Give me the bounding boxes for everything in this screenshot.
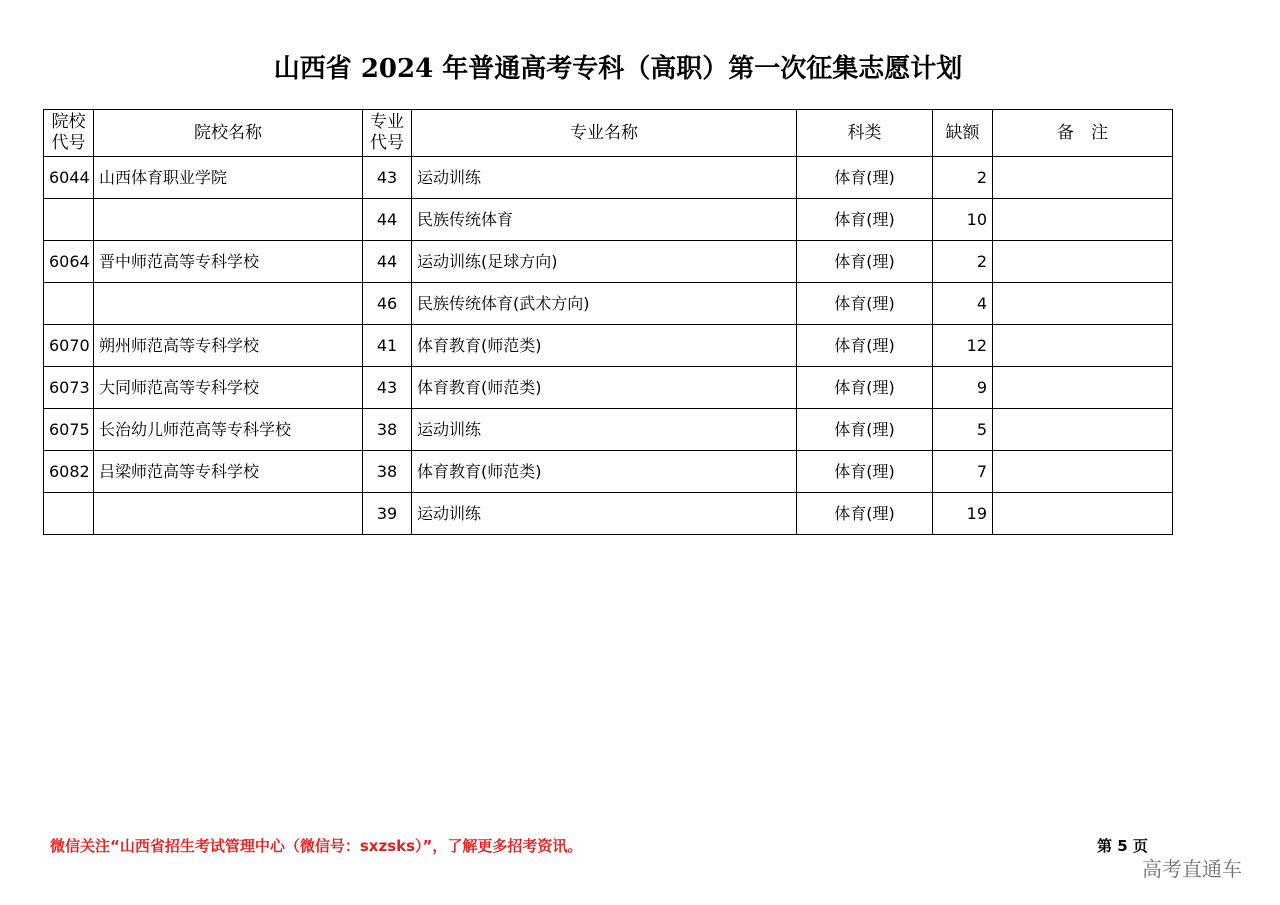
school-code-cell: [44, 283, 94, 325]
school-code-cell: 6070: [44, 325, 94, 367]
quota-cell: 19: [933, 493, 993, 535]
major-code-cell: 44: [363, 241, 412, 283]
major-name-cell: 运动训练: [412, 409, 797, 451]
major-name-cell: 运动训练: [412, 157, 797, 199]
school-name-cell: 大同师范高等专科学校: [94, 367, 363, 409]
page-number: 第 5 页: [1097, 837, 1148, 855]
category-cell: 体育(理): [797, 199, 933, 241]
header-quota: 缺额: [933, 110, 993, 157]
major-code-cell: 43: [363, 157, 412, 199]
table-row: [44, 283, 1173, 325]
enrollment-plan-table: [43, 109, 1173, 535]
table-row: [44, 325, 1173, 367]
header-major-code: 专业代号: [363, 110, 412, 157]
category-cell: 体育(理): [797, 241, 933, 283]
school-name-cell: 长治幼儿师范高等专科学校: [94, 409, 363, 451]
quota-cell: 9: [933, 367, 993, 409]
note-cell: [993, 325, 1173, 367]
major-code-cell: 38: [363, 451, 412, 493]
document-title: 山西省 2024 年普通高考专科（高职）第一次征集志愿计划: [273, 54, 963, 84]
major-code-cell: 43: [363, 367, 412, 409]
major-code-cell: 44: [363, 199, 412, 241]
table-row: [44, 241, 1173, 283]
quota-cell: 12: [933, 325, 993, 367]
note-cell: [993, 409, 1173, 451]
table-row: [44, 367, 1173, 409]
table-header-row: [44, 110, 1173, 157]
major-name-cell: 民族传统体育(武术方向): [412, 283, 797, 325]
table-row: [44, 409, 1173, 451]
major-name-cell: 运动训练: [412, 493, 797, 535]
school-code-cell: 6082: [44, 451, 94, 493]
school-code-cell: 6075: [44, 409, 94, 451]
table-row: [44, 493, 1173, 535]
category-cell: 体育(理): [797, 325, 933, 367]
quota-cell: 10: [933, 199, 993, 241]
quota-cell: 2: [933, 241, 993, 283]
major-name-cell: 运动训练(足球方向): [412, 241, 797, 283]
school-name-cell: [94, 283, 363, 325]
category-cell: 体育(理): [797, 451, 933, 493]
note-cell: [993, 367, 1173, 409]
major-code-cell: 41: [363, 325, 412, 367]
school-name-cell: [94, 493, 363, 535]
category-cell: 体育(理): [797, 367, 933, 409]
category-cell: 体育(理): [797, 157, 933, 199]
school-code-cell: 6044: [44, 157, 94, 199]
school-code-cell: [44, 199, 94, 241]
school-code-cell: [44, 493, 94, 535]
major-code-cell: 39: [363, 493, 412, 535]
header-school-code: 院校代号: [44, 110, 94, 157]
quota-cell: 5: [933, 409, 993, 451]
major-code-cell: 46: [363, 283, 412, 325]
major-name-cell: 体育教育(师范类): [412, 451, 797, 493]
header-category: 科类: [797, 110, 933, 157]
header-note: 备 注: [993, 110, 1173, 157]
major-name-cell: 民族传统体育: [412, 199, 797, 241]
table-row: [44, 199, 1173, 241]
note-cell: [993, 493, 1173, 535]
category-cell: 体育(理): [797, 409, 933, 451]
wechat-notice: 微信关注“山西省招生考试管理中心（微信号：sxzsks）”，了解更多招考资讯。: [50, 837, 583, 855]
school-code-cell: 6064: [44, 241, 94, 283]
major-name-cell: 体育教育(师范类): [412, 367, 797, 409]
quota-cell: 2: [933, 157, 993, 199]
note-cell: [993, 241, 1173, 283]
major-code-cell: 38: [363, 409, 412, 451]
note-cell: [993, 157, 1173, 199]
table-row: [44, 451, 1173, 493]
note-cell: [993, 199, 1173, 241]
header-major-name: 专业名称: [412, 110, 797, 157]
category-cell: 体育(理): [797, 283, 933, 325]
table-row: [44, 157, 1173, 199]
major-name-cell: 体育教育(师范类): [412, 325, 797, 367]
quota-cell: 4: [933, 283, 993, 325]
school-name-cell: 山西体育职业学院: [94, 157, 363, 199]
note-cell: [993, 451, 1173, 493]
watermark-text: 高考直通车: [1142, 857, 1242, 881]
header-school-name: 院校名称: [94, 110, 363, 157]
school-name-cell: 晋中师范高等专科学校: [94, 241, 363, 283]
note-cell: [993, 283, 1173, 325]
school-name-cell: [94, 199, 363, 241]
school-code-cell: 6073: [44, 367, 94, 409]
quota-cell: 7: [933, 451, 993, 493]
school-name-cell: 吕梁师范高等专科学校: [94, 451, 363, 493]
category-cell: 体育(理): [797, 493, 933, 535]
school-name-cell: 朔州师范高等专科学校: [94, 325, 363, 367]
